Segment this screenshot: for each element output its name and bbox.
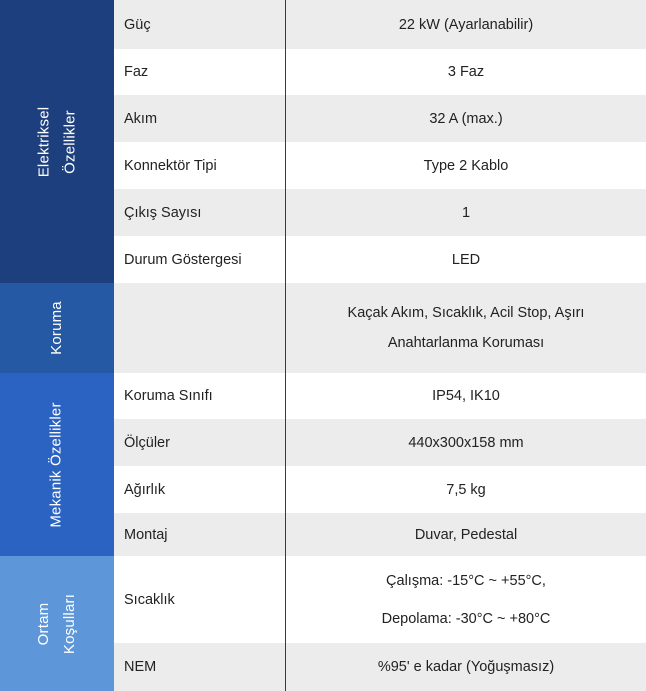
- category-protection-label: Koruma: [47, 301, 65, 355]
- category-environment-label: [31, 593, 83, 653]
- spec-value-protection-line-1: Kaçak Akım, Sıcaklık, Acil Stop, Aşırı: [347, 305, 585, 321]
- spec-name-humidity: NEM: [114, 643, 285, 691]
- spec-name-mounting: Montaj: [114, 513, 285, 556]
- spec-value-power: 22 kW (Ayarlanabilir): [286, 0, 646, 49]
- spec-value-output-count: 1: [286, 189, 646, 236]
- category-environment: [0, 556, 114, 691]
- category-electrical: [0, 0, 114, 283]
- spec-value-protection-line-2: Anahtarlanma Koruması: [387, 335, 545, 351]
- spec-name-weight: Ağırlık: [114, 466, 285, 513]
- spec-value-phase: 3 Faz: [286, 49, 646, 95]
- spec-name-phase: Faz: [114, 49, 285, 95]
- spec-value-weight: 7,5 kg: [286, 466, 646, 513]
- spec-name-power: Güç: [114, 0, 285, 49]
- category-electrical-line-2: Özellikler: [61, 109, 78, 174]
- category-protection: [0, 283, 114, 373]
- spec-name-connector-type: Konnektör Tipi: [114, 142, 285, 189]
- spec-value-protection-class: IP54, IK10: [286, 373, 646, 419]
- spec-value-temperature-line-1: Çalışma: -15°C ~ +55°C,: [386, 572, 546, 589]
- spec-value-protection: [286, 283, 646, 373]
- spec-value-mounting: Duvar, Pedestal: [286, 513, 646, 556]
- spec-value-connector-type: Type 2 Kablo: [286, 142, 646, 189]
- spec-name-protection-class: Koruma Sınıfı: [114, 373, 285, 419]
- spec-name-temperature: Sıcaklık: [114, 556, 285, 643]
- spec-value-temperature-line-2: Depolama: -30°C ~ +80°C: [381, 610, 551, 627]
- category-electrical-line-1: Elektriksel: [35, 106, 52, 177]
- spec-value-dimensions: 440x300x158 mm: [286, 419, 646, 466]
- spec-name-output-count: Çıkış Sayısı: [114, 189, 285, 236]
- spec-value-status-indicator: LED: [286, 236, 646, 283]
- spec-value-current: 32 A (max.): [286, 95, 646, 142]
- category-mechanical-label: Mekanik Özellikler: [48, 401, 65, 528]
- spec-name-dimensions: Ölçüler: [114, 419, 285, 466]
- spec-value-temperature: [286, 556, 646, 643]
- spec-value-humidity: %95' e kadar (Yoğuşmasız): [286, 643, 646, 691]
- category-environment-line-2: Koşulları: [60, 593, 78, 654]
- spec-name-current: Akım: [114, 95, 285, 142]
- category-electrical-label: [31, 106, 83, 177]
- category-environment-line-1: Ortam: [34, 602, 52, 645]
- category-mechanical: [0, 373, 114, 556]
- spec-name-status-indicator: Durum Göstergesi: [114, 236, 285, 283]
- spec-name-protection: [114, 283, 285, 373]
